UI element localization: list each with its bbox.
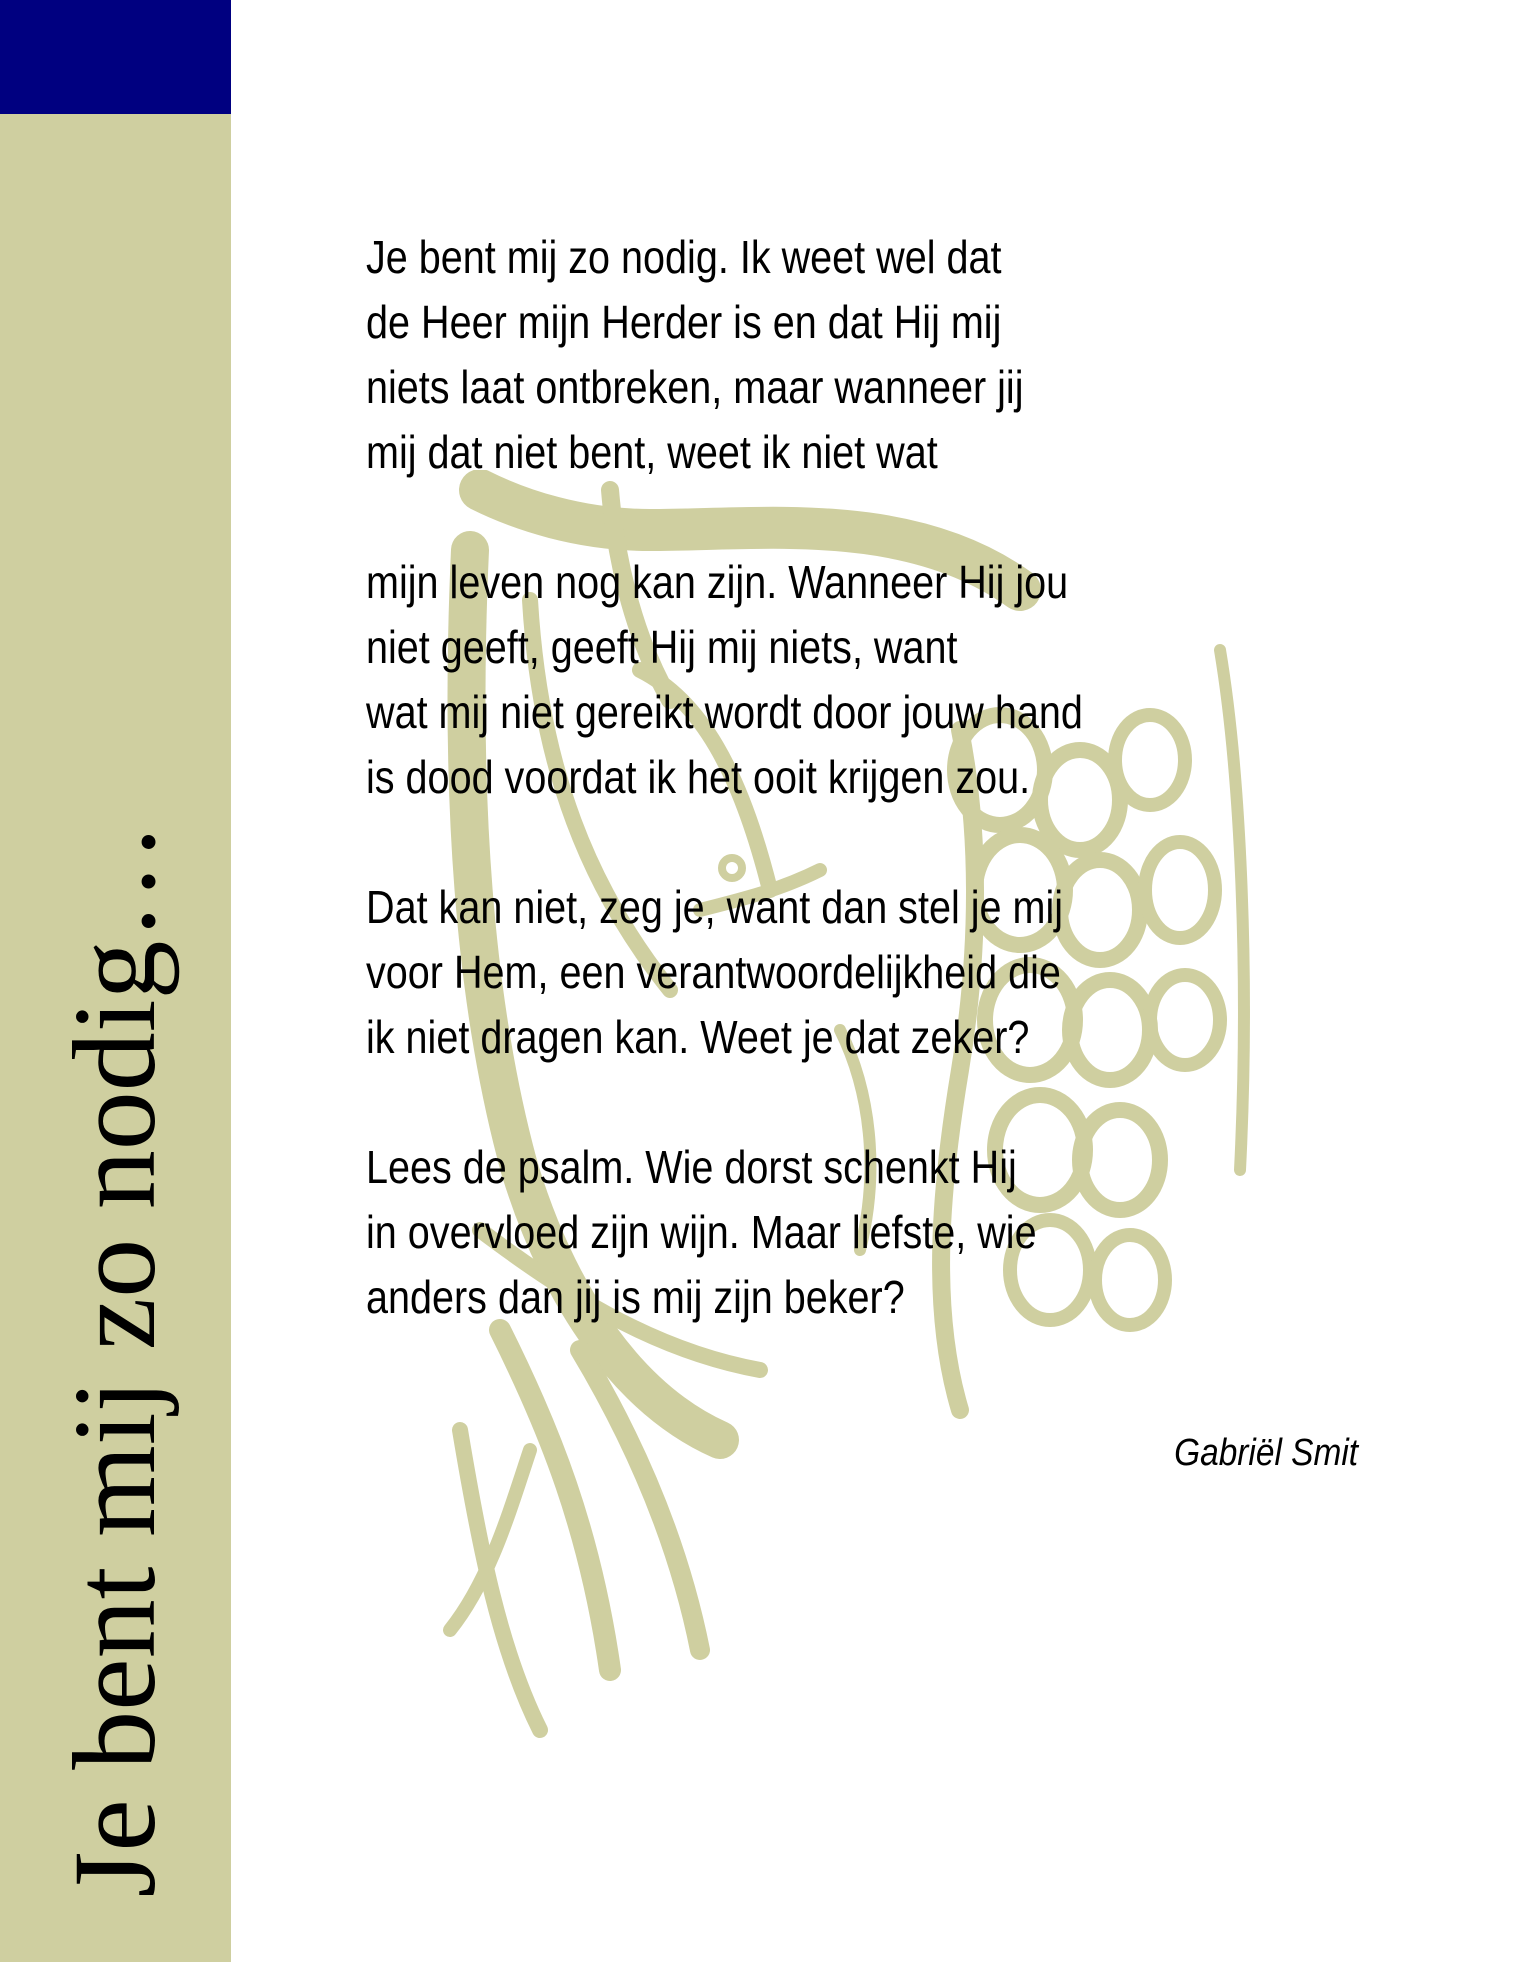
poem-author: Gabriël Smit bbox=[1174, 1432, 1358, 1474]
sidebar-title: Je bent mij zo nodig… bbox=[49, 822, 180, 1898]
poem-line: Je bent mij zo nodig. Ik weet wel dat bbox=[366, 231, 1002, 283]
poem-stanza bbox=[366, 225, 1226, 485]
poem-line: ik niet dragen kan. Weet je dat zeker? bbox=[366, 1011, 1030, 1063]
poem-line: de Heer mijn Herder is en dat Hij mij bbox=[366, 296, 1002, 348]
poem-line: anders dan jij is mij zijn beker? bbox=[366, 1271, 905, 1323]
poem-line: voor Hem, een verantwoordelijkheid die bbox=[366, 946, 1061, 998]
poem-stanza bbox=[366, 1135, 1226, 1330]
poem-line: Lees de psalm. Wie dorst schenkt Hij bbox=[366, 1141, 1017, 1193]
navy-corner-block bbox=[0, 0, 231, 114]
poem-stanza bbox=[366, 550, 1226, 810]
poem-line: wat mij niet gereikt wordt door jouw hand bbox=[366, 686, 1083, 738]
poem-line: in overvloed zijn wijn. Maar liefste, wie bbox=[366, 1206, 1037, 1258]
poem-line: niets laat ontbreken, maar wanneer jij bbox=[366, 361, 1024, 413]
poem-stanza bbox=[366, 875, 1226, 1070]
poem-line: is dood voordat ik het ooit krijgen zou. bbox=[366, 751, 1031, 803]
poem-line: niet geeft, geeft Hij mij niets, want bbox=[366, 621, 958, 673]
poem-text bbox=[366, 225, 1226, 1395]
poem-line: mijn leven nog kan zijn. Wanneer Hij jou bbox=[366, 556, 1069, 608]
poem-line: Dat kan niet, zeg je, want dan stel je mij bbox=[366, 881, 1064, 933]
poem-line: mij dat niet bent, weet ik niet wat bbox=[366, 426, 938, 478]
